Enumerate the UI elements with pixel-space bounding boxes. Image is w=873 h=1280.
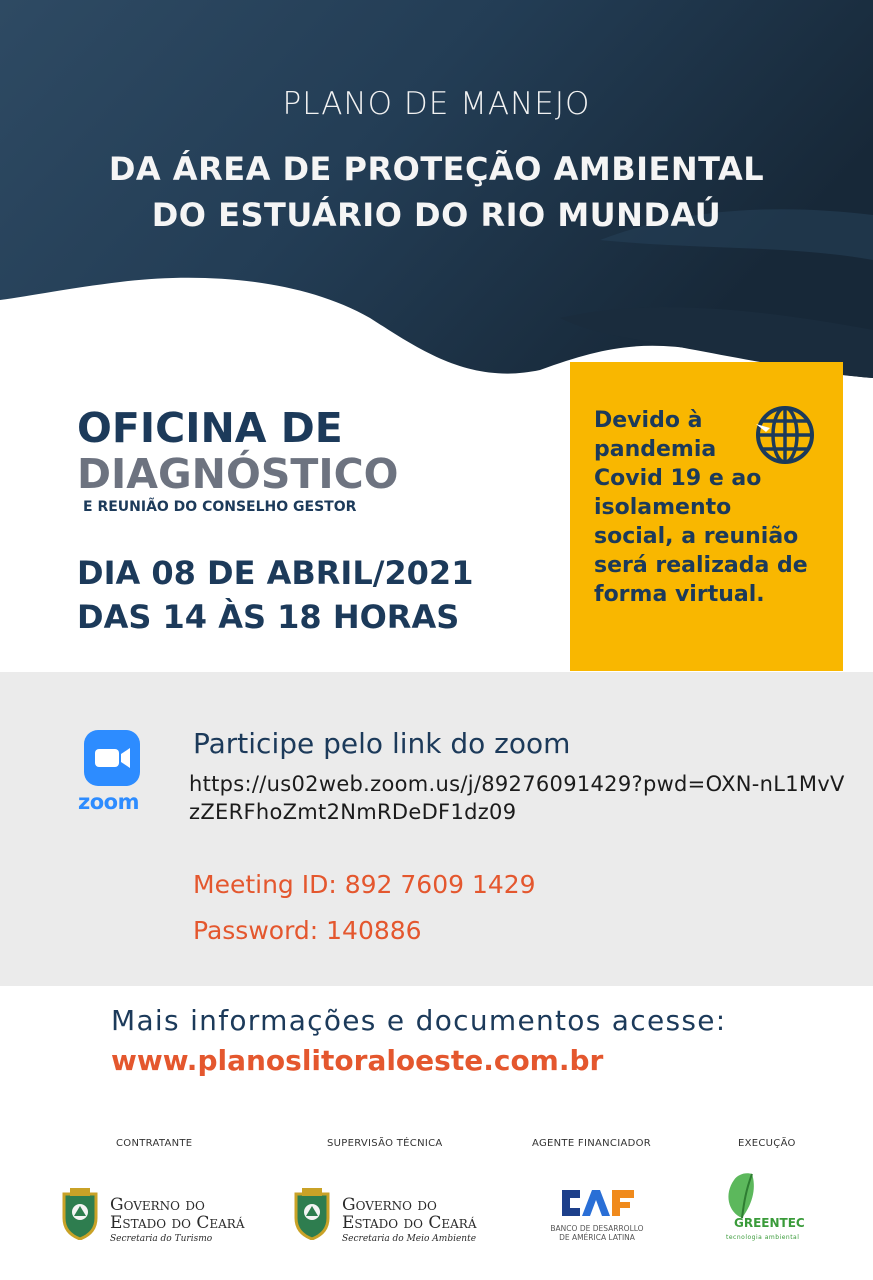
partner-logo-caf: [542, 1186, 662, 1246]
meeting-password: Password: 140886: [193, 916, 422, 945]
workshop-title-line2: DIAGNÓSTICO: [77, 450, 399, 498]
header-banner: [0, 0, 873, 380]
workshop-time: DAS 14 ÀS 18 HORAS: [77, 598, 460, 636]
role-supervisao: SUPERVISÃO TÉCNICA: [327, 1138, 443, 1149]
notice-line: pandemia: [594, 437, 717, 462]
plan-title-line2: DO ESTUÁRIO DO RIO MUNDAÚ: [151, 196, 722, 234]
partner-logo-turismo: [60, 1186, 260, 1246]
notice-line: Covid 19 e ao: [594, 466, 762, 491]
notice-line: forma virtual.: [594, 582, 765, 607]
zoom-heading: Participe pelo link do zoom: [193, 727, 571, 760]
more-info-text: Mais informações e documentos acesse:: [111, 1004, 727, 1037]
gov-name-line1: Governo do: [342, 1195, 437, 1215]
secretariat-name: Secretaria do Meio Ambiente: [342, 1234, 477, 1244]
workshop-subtitle: E REUNIÃO DO CONSELHO GESTOR: [83, 499, 357, 515]
ceara-coat-of-arms-icon: [60, 1188, 100, 1240]
greentec-name: GREENTEC: [734, 1216, 805, 1230]
ceara-coat-of-arms-icon: [292, 1188, 332, 1240]
notice-line: será realizada de: [594, 553, 808, 578]
partner-logo-greentec: [720, 1172, 830, 1252]
gov-name-line1: Governo do: [110, 1195, 205, 1215]
leaf-icon: [722, 1172, 762, 1220]
secretariat-name: Secretaria do Turismo: [110, 1234, 213, 1244]
role-execucao: EXECUÇÃO: [738, 1138, 796, 1149]
partner-logo-meio-ambiente: [292, 1186, 492, 1246]
workshop-date: DIA 08 DE ABRIL/2021: [77, 554, 474, 592]
wave-background: [0, 0, 873, 380]
caf-subtitle-line1: BANCO DE DESARROLLO: [550, 1224, 644, 1233]
globe-icon: [754, 404, 816, 466]
zoom-meeting-link[interactable]: https://us02web.zoom.us/j/89276091429?pwd=OXN-nL1MvVzZERFhoZmt2NmRDeDF1dz09: [189, 772, 845, 824]
workshop-info: [77, 405, 557, 639]
workshop-title-line1: OFICINA DE: [77, 404, 343, 452]
plan-subtitle: PLANO DE MANEJO: [282, 86, 591, 122]
notice-line: Devido à: [594, 408, 703, 433]
caf-logo-icon: [558, 1186, 638, 1220]
zoom-logo-text: zoom: [78, 790, 139, 814]
zoom-panel: [0, 672, 873, 986]
gov-name-line2: Estado do Ceará: [110, 1213, 245, 1233]
zoom-app-icon[interactable]: [84, 730, 140, 786]
notice-line: social, a reunião: [594, 524, 799, 549]
gov-name-line2: Estado do Ceará: [342, 1213, 477, 1233]
role-agente-financiador: AGENTE FINANCIADOR: [532, 1138, 652, 1149]
plan-title-line1: DA ÁREA DE PROTEÇÃO AMBIENTAL: [108, 150, 765, 188]
website-link[interactable]: www.planoslitoraloeste.com.br: [111, 1044, 604, 1077]
meeting-id: Meeting ID: 892 7609 1429: [193, 870, 536, 899]
caf-subtitle-line2: DE AMÉRICA LATINA: [559, 1233, 635, 1242]
role-contratante: CONTRATANTE: [116, 1138, 193, 1149]
notice-line: isolamento: [594, 495, 732, 520]
virtual-notice-box: [570, 362, 843, 671]
greentec-subtitle: tecnologia ambiental: [726, 1234, 800, 1241]
